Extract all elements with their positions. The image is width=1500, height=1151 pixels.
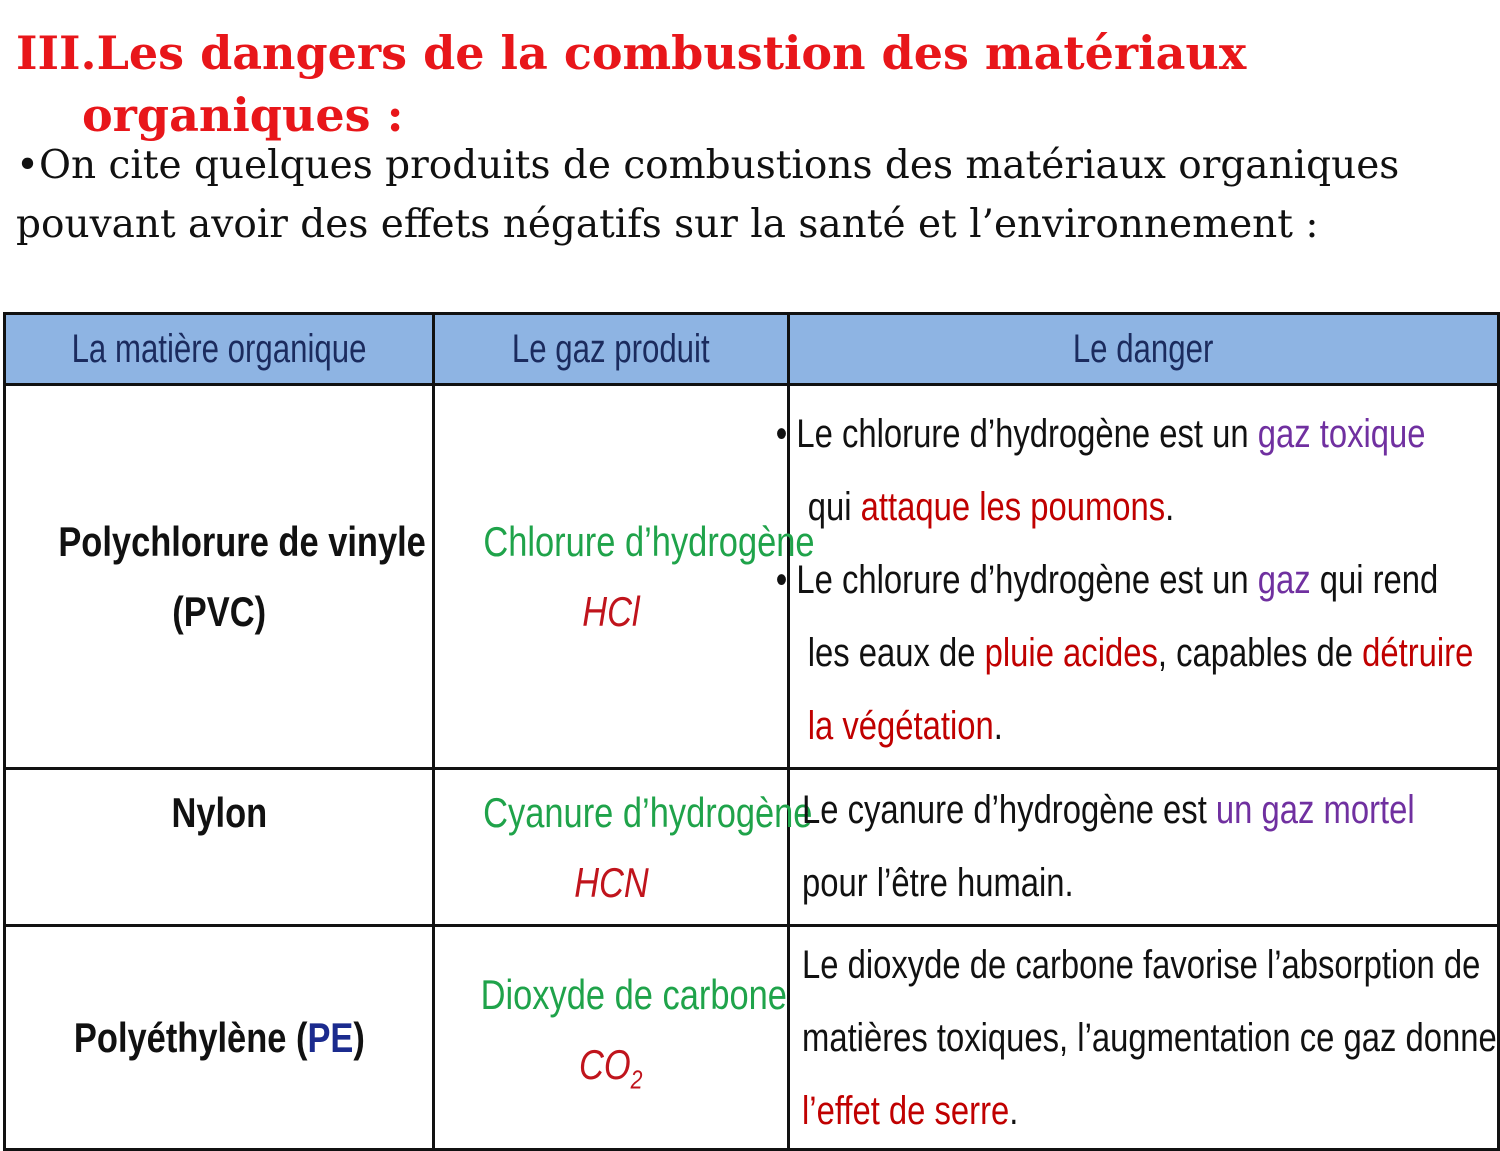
gas-name: Chlorure d’hydrogène — [483, 517, 815, 565]
intro-paragraph: •On cite quelques produits de combustions des matériaux organiques pouvant avoir des effets négatifs sur la santé et l’environnement : — [16, 143, 1400, 247]
header-gas: Le gaz produit — [434, 314, 789, 385]
danger-cell — [775, 385, 1499, 769]
danger-text: Le dioxyde de carbone favorise l’absorption de matières toxiques, l’augmentation ce gaz donne l’effet de serre. — [802, 943, 1497, 1133]
matter-name: Nylon — [171, 789, 267, 836]
title-line-2: organiques : — [82, 88, 404, 142]
matter-cell — [5, 926, 434, 1150]
danger-cell — [789, 926, 1499, 1150]
gas-formula: $CO_2$ — [579, 1041, 643, 1095]
gas-cell — [434, 926, 789, 1150]
table-row — [5, 385, 1499, 769]
header-danger: Le danger — [789, 314, 1499, 385]
combustion-dangers-table — [3, 312, 1500, 1151]
table-header-row — [5, 314, 1499, 385]
danger-cell — [789, 769, 1499, 926]
matter-name: Polychlorure de vinyle — [58, 517, 426, 565]
matter-cell — [5, 385, 434, 769]
gas-name: Dioxyde de carbone — [480, 971, 787, 1019]
gas-formula: HCl — [582, 587, 640, 635]
table-row — [5, 769, 1499, 926]
matter-abbrev: (PVC) — [172, 587, 266, 635]
page-title — [16, 22, 1246, 146]
danger-bullet-2: • Le chlorure d’hydrogène est un gaz qui rend les eaux de pluie acides, capables de détruire la végétation. — [775, 558, 1474, 748]
table-row — [5, 926, 1499, 1150]
gas-cell — [434, 769, 813, 926]
danger-bullet-1: • Le chlorure d’hydrogène est un gaz toxique qui attaque les poumons. — [775, 412, 1426, 529]
matter-cell — [5, 769, 434, 926]
gas-formula: HCN — [573, 859, 649, 906]
gas-name: Cyanure d’hydrogène — [483, 789, 813, 836]
header-matter: La matière organique — [5, 314, 434, 385]
title-line-1: III.Les dangers de la combustion des matériaux — [16, 26, 1247, 80]
danger-text: Le cyanure d’hydrogène est un gaz mortel pour l’être humain. — [802, 788, 1415, 905]
matter-name: Polyéthylène (PE) — [73, 1013, 365, 1061]
gas-cell — [434, 385, 815, 769]
